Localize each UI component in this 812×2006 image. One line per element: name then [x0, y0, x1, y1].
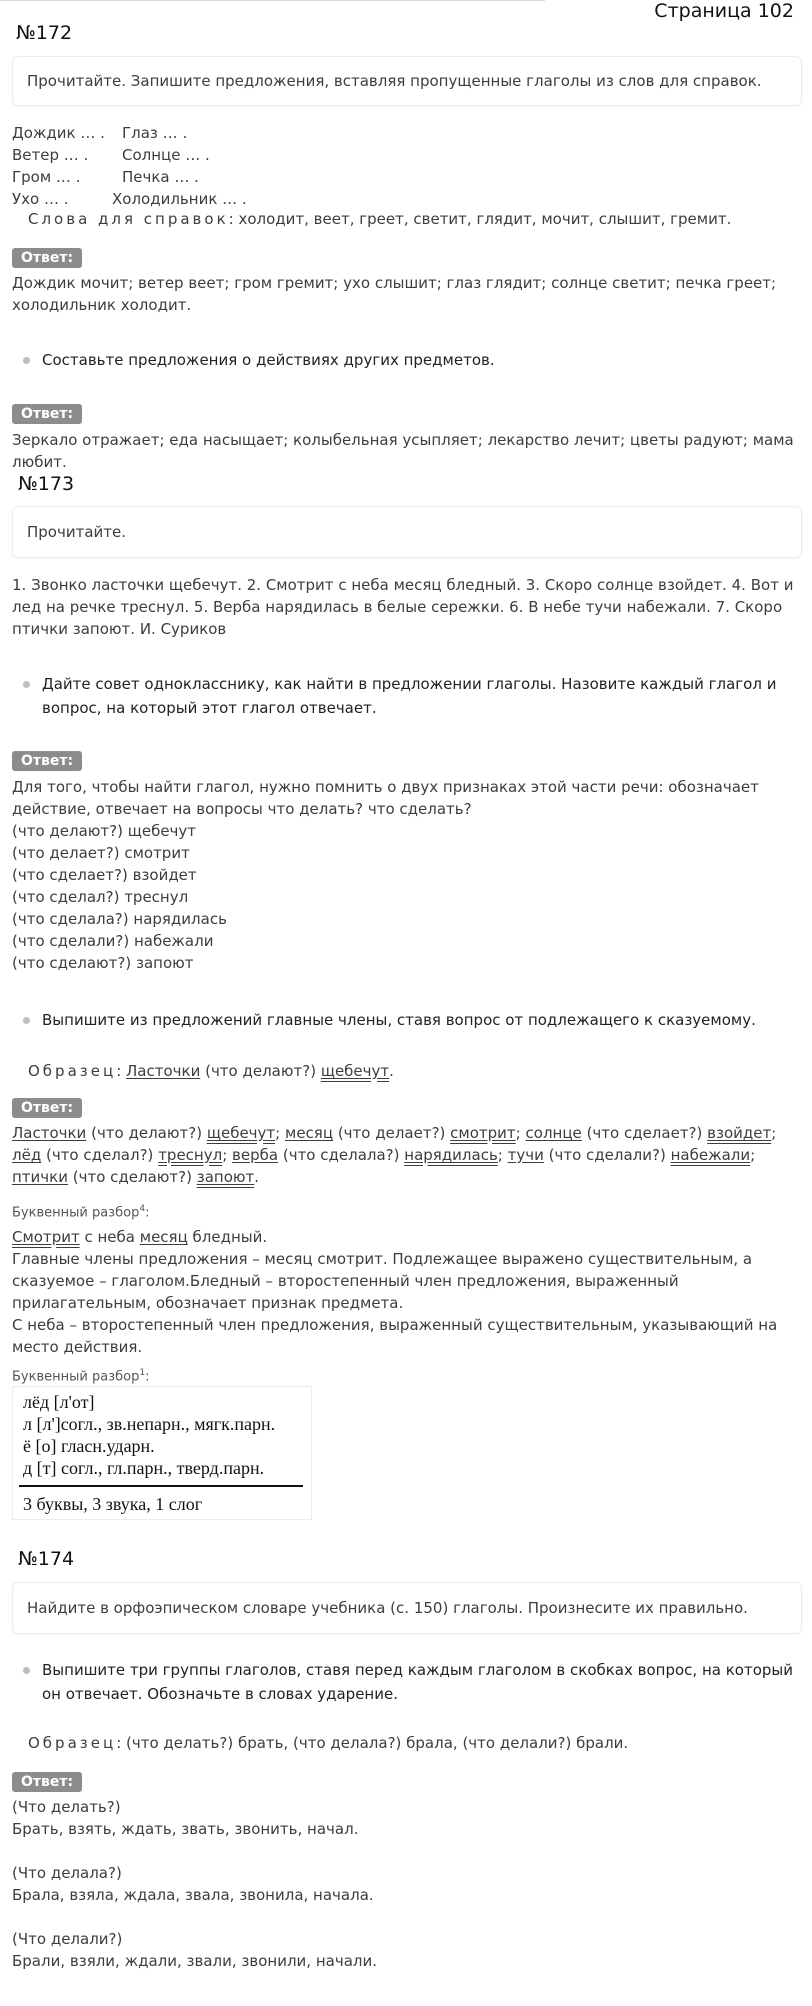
- hint-line-172: [28, 210, 731, 228]
- phonetic-divider: [19, 1485, 303, 1487]
- predicate-word: смотрит: [450, 1124, 516, 1142]
- predicate-word: взойдет: [707, 1124, 772, 1142]
- bullet-item-174: Выпишите три группы глаголов, ставя перед каждым глаголом в скобках вопрос, на который он отвечает. Обозначьте в словах ударение.: [20, 1658, 812, 1706]
- sample-predicate: щебечут: [320, 1062, 390, 1080]
- exercise-grid-172: [12, 122, 247, 210]
- phonetic-summary: 3 буквы, 3 звука, 1 слог: [23, 1494, 203, 1514]
- phonetic-analysis-box: [12, 1386, 312, 1520]
- sample-label: Образец: [28, 1734, 117, 1752]
- predicate-word: щебечут: [206, 1124, 276, 1142]
- task-card-173: [12, 506, 802, 558]
- answer-text-173-2: Ласточки (что делают?) щебечут; месяц (что делает?) смотрит; солнце (что сделает?) взойдет; лёд (что сделал?) треснул; верба (что сделала?) нарядилась; тучи (что сделали?) набежали; птички (что сделают?) запоют.: [12, 1124, 777, 1186]
- group-question: (Что делать?): [12, 1798, 121, 1816]
- task-number-173: №173: [18, 473, 75, 495]
- question-text: (что делают?): [91, 1124, 203, 1142]
- grid-cell: Холодильник … .: [112, 190, 247, 208]
- phonetic-line: л [л']согл., зв.непарн., мягк.парн.: [23, 1414, 276, 1434]
- grid-cell: Ухо … .: [12, 190, 69, 208]
- page-number: Страница 102: [654, 0, 794, 22]
- answer-line: (что сделает?) взойдет: [12, 866, 197, 884]
- grid-cell: Печка … .: [122, 168, 199, 186]
- parse-label-text: Буквенный разбор: [12, 1369, 140, 1385]
- grid-cell: Гром … .: [12, 168, 81, 186]
- answer-line: (что сделают?) запоют: [12, 954, 194, 972]
- parse-label-1: Буквенный разбор$^1$:: [12, 1368, 150, 1385]
- parse-end: бледный.: [187, 1228, 268, 1246]
- task-number-172: №172: [16, 22, 73, 44]
- predicate-word: Смотрит: [12, 1228, 80, 1246]
- group-question: (Что делала?): [12, 1864, 122, 1882]
- sample-end: .: [389, 1062, 394, 1080]
- group-question: (Что делали?): [12, 1930, 123, 1948]
- question-text: (что сделают?): [72, 1168, 192, 1186]
- question-text: (что делает?): [337, 1124, 446, 1142]
- phonetic-line: д [т] согл., гл.парн., тверд.парн.: [23, 1458, 265, 1478]
- grid-cell: Солнце … .: [122, 146, 210, 164]
- question-text: (что сделала?): [282, 1146, 400, 1164]
- grid-cell: Глаз … .: [122, 124, 188, 142]
- sample-subject: Ласточки: [126, 1062, 201, 1080]
- answer-badge: Ответ:: [12, 1772, 82, 1792]
- answer-intro: Для того, чтобы найти глагол, нужно помнить о двух признаках этой части речи: обозначает действие, отвечает на вопросы что делать? что сделать?: [12, 778, 759, 818]
- answer-text-172-2: Зеркало отражает; еда насыщает; колыбельная усыпляет; лекарство лечит; цветы радуют; мама любит.: [12, 431, 794, 471]
- parse-mid: с неба: [79, 1228, 140, 1246]
- sample-line-174: [28, 1734, 628, 1752]
- reading-text-173: [12, 574, 807, 640]
- sample-line-173: [28, 1062, 394, 1080]
- answer-text-172-1: Дождик мочит; ветер веет; гром гремит; ухо слышит; глаз глядит; солнце светит; печка греет; холодильник холодит.: [12, 274, 777, 314]
- sample-text: : (что делать?) брать, (что делала?) брала, (что делали?) брали.: [116, 1734, 629, 1752]
- task-number-174: №174: [18, 1548, 75, 1570]
- question-text: (что сделал?): [45, 1146, 154, 1164]
- parse-paragraph: С неба – второстепенный член предложения, выраженный существительным, указывающий на место действия.: [12, 1316, 778, 1356]
- grid-cell: Дождик … .: [12, 124, 105, 142]
- answer-line: (что сделала?) нарядилась: [12, 910, 227, 928]
- parse-label-4: Буквенный разбор$^4$:: [12, 1204, 150, 1221]
- parse-text-4: [12, 1226, 807, 1358]
- bullet-item-173-1: Дайте совет однокласснику, как найти в предложении глаголы. Назовите каждый глагол и вопрос, на который этот глагол отвечает.: [20, 672, 812, 720]
- parse-label-text: Буквенный разбор: [12, 1205, 140, 1221]
- subject-word: тучи: [507, 1146, 544, 1164]
- subject-word: месяц: [139, 1228, 188, 1246]
- subject-word: птички: [12, 1168, 68, 1186]
- answer-badge: Ответ:: [12, 248, 82, 268]
- answer-text-173-1: [12, 776, 807, 974]
- task-text-174: Найдите в орфоэпическом словаре учебника (с. 150) глаголы. Произнесите их правильно.: [27, 1599, 748, 1617]
- poem-text: 1. Звонко ласточки щебечут. 2. Смотрит с неба месяц бледный. 3. Скоро солнце взойдет. 4. Вот и лед на речке треснул. 5. Верба нарядилась в белые сережки. 6. В небе тучи набежали. 7. Скоро птички запоют.: [12, 576, 794, 638]
- bullet-item-172: Составьте предложения о действиях других предметов.: [20, 348, 812, 372]
- sample-label: Образец: [28, 1062, 117, 1080]
- question-text: (что сделает?): [586, 1124, 703, 1142]
- answer-text-174: [12, 1796, 807, 1972]
- phonetic-line: ё [о] гласн.ударн.: [23, 1436, 155, 1456]
- task-card-172: [12, 56, 802, 106]
- phonetic-word: лёд [л'от]: [23, 1392, 95, 1412]
- answer-badge: Ответ:: [12, 404, 82, 424]
- task-text-173: Прочитайте.: [27, 523, 127, 541]
- group-words: Брали, взяли, ждали, звали, звонили, начали.: [12, 1952, 377, 1970]
- parse-footnote: 4: [139, 1204, 146, 1214]
- answer-line: (что сделали?) набежали: [12, 932, 214, 950]
- subject-word: солнце: [525, 1124, 582, 1142]
- group-words: Брать, взять, ждать, звать, звонить, начал.: [12, 1820, 359, 1838]
- task-card-174: [12, 1582, 802, 1634]
- subject-word: Ласточки: [12, 1124, 87, 1142]
- predicate-word: треснул: [158, 1146, 223, 1164]
- predicate-word: запоют: [196, 1168, 255, 1186]
- group-words: Брала, взяла, ждала, звала, звонила, начала.: [12, 1886, 374, 1904]
- parse-footnote: 1: [139, 1368, 146, 1378]
- bullet-item-173-2: Выпишите из предложений главные члены, ставя вопрос от подлежащего к сказуемому.: [20, 1008, 812, 1032]
- answer-line: (что делает?) смотрит: [12, 844, 190, 862]
- poem-author: И. Суриков: [139, 620, 227, 638]
- predicate-word: набежали: [670, 1146, 751, 1164]
- subject-word: лёд: [12, 1146, 42, 1164]
- answer-line: (что делают?) щебечут: [12, 822, 197, 840]
- question-text: (что сделали?): [548, 1146, 666, 1164]
- sample-question: (что делают?): [200, 1062, 321, 1080]
- top-divider: [0, 0, 545, 1]
- sample-colon: :: [116, 1062, 127, 1080]
- hint-label: Слова для справок: [28, 210, 229, 228]
- predicate-word: нарядилась: [404, 1146, 498, 1164]
- subject-word: месяц: [285, 1124, 334, 1142]
- answer-badge: Ответ:: [12, 1098, 82, 1118]
- task-text-172: Прочитайте. Запишите предложения, вставляя пропущенные глаголы из слов для справок.: [27, 72, 762, 90]
- parse-paragraph: Главные члены предложения – месяц смотрит. Подлежащее выражено существительным, а сказуемое – глаголом.Бледный – второстепенный член предложения, выраженный прилагательным, обозначает признак предмета.: [12, 1250, 753, 1312]
- answer-line: (что сделал?) треснул: [12, 888, 189, 906]
- subject-word: верба: [232, 1146, 279, 1164]
- grid-cell: Ветер … .: [12, 146, 89, 164]
- hint-words: : холодит, веет, греет, светит, глядит, мочит, слышит, гремит.: [228, 210, 732, 228]
- answer-badge: Ответ:: [12, 751, 82, 771]
